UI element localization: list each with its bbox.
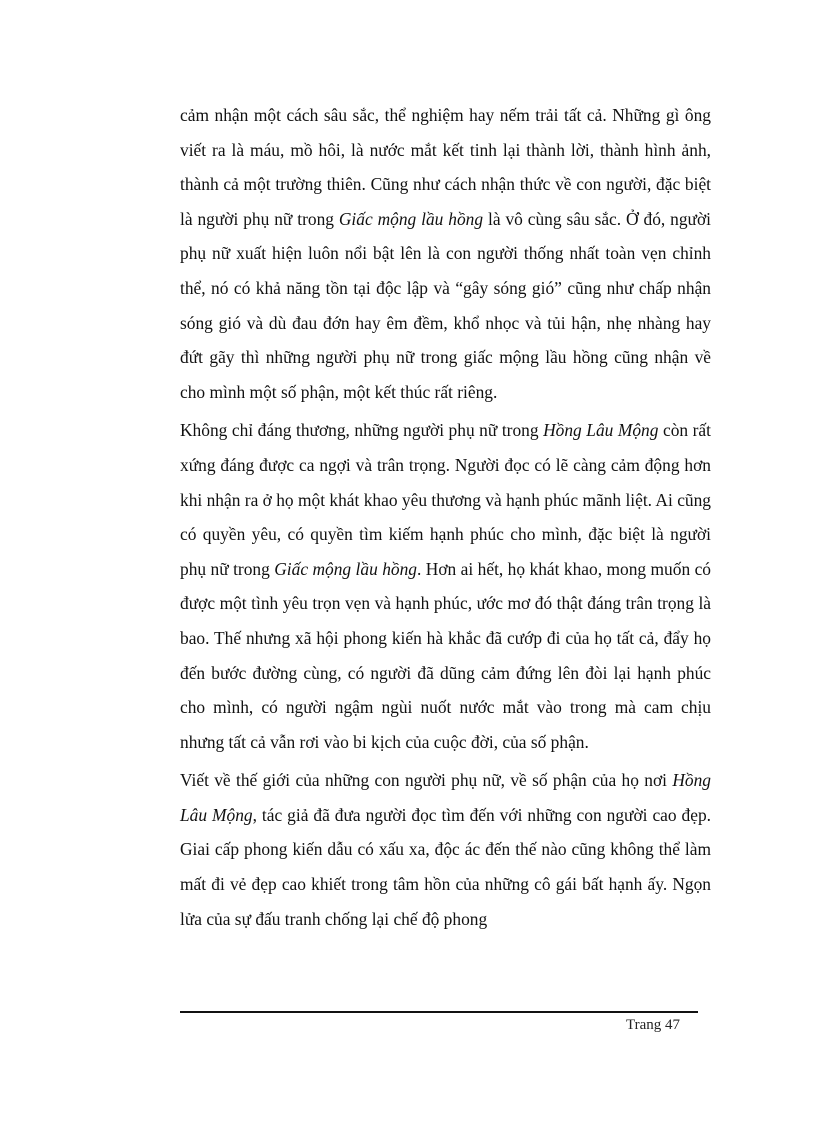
paragraph	[180, 98, 711, 409]
text-run: , tác giả đã đưa người đọc tìm đến với những con người cao đẹp. Giai cấp phong kiến dẫu có xấu xa, độc ác đến thế nào cũng không thể làm mất đi vẻ đẹp cao khiết trong tâm hồn của những cô gái bất hạnh ấy. Ngọn lửa của sự đấu tranh chống lại chế độ phong	[180, 804, 711, 929]
book-title: Giấc mộng lầu hồng	[338, 208, 484, 229]
book-title: Hồng Lâu Mộng	[180, 770, 711, 825]
text-run: cảm nhận một cách sâu sắc, thể nghiệm hay nếm trải tất cả. Những gì ông viết ra là máu, mồ hôi, là nước mắt kết tinh lại thành lời, thành hình ảnh, thành cả một trường thiên. Cũng như cách nhận thức về con người, đặc biệt là người phụ nữ trong	[180, 105, 711, 229]
paragraph	[180, 763, 711, 936]
footer-divider	[180, 1011, 698, 1013]
book-title: Hồng Lâu Mộng	[543, 420, 659, 441]
body-text	[180, 98, 711, 936]
text-run: là vô cùng sâu sắc. Ở đó, người phụ nữ xuất hiện luôn nổi bật lên là con người thống nhất toàn vẹn chỉnh thể, nó có khả năng tồn tại độc lập và “gây sóng gió” cũng như chấp nhận sóng gió và dù đau đớn hay êm đềm, khổ nhọc và tủi hận, nhẹ nhàng hay đứt gãy thì những người phụ nữ trong giấc mộng lầu hồng cũng nhận về cho mình một số phận, một kết thúc rất riêng.	[180, 208, 711, 402]
paragraph	[180, 413, 711, 759]
text-run: Không chỉ đáng thương, những người phụ nữ trong	[180, 420, 544, 441]
page-number: Trang 47	[626, 1017, 681, 1033]
text-run: . Hơn ai hết, họ khát khao, mong muốn có được một tình yêu trọn vẹn và hạnh phúc, ước mơ đó thật đáng trân trọng là bao. Thế nhưng xã hội phong kiến hà khắc đã cướp đi của họ tất cả, đẩy họ đến bước đường cùng, có người đã dũng cảm đứng lên đòi lại hạnh phúc cho mình, có người ngậm ngùi nuốt nước mắt vào trong mà cam chịu nhưng tất cả vẫn rơi vào bi kịch của cuộc đời, của số phận.	[180, 558, 711, 752]
text-run: Viết về thế giới của những con người phụ nữ, về số phận của họ nơi	[180, 770, 673, 791]
book-title: Giấc mộng lầu hồng	[274, 558, 417, 579]
text-run: còn rất xứng đáng được ca ngợi và trân trọng. Người đọc có lẽ càng cảm động hơn khi nhận ra ở họ một khát khao yêu thương và hạnh phúc mãnh liệt. Ai cũng có quyền yêu, có quyền tìm kiếm hạnh phúc cho mình, đặc biệt là người phụ nữ trong	[180, 420, 711, 579]
